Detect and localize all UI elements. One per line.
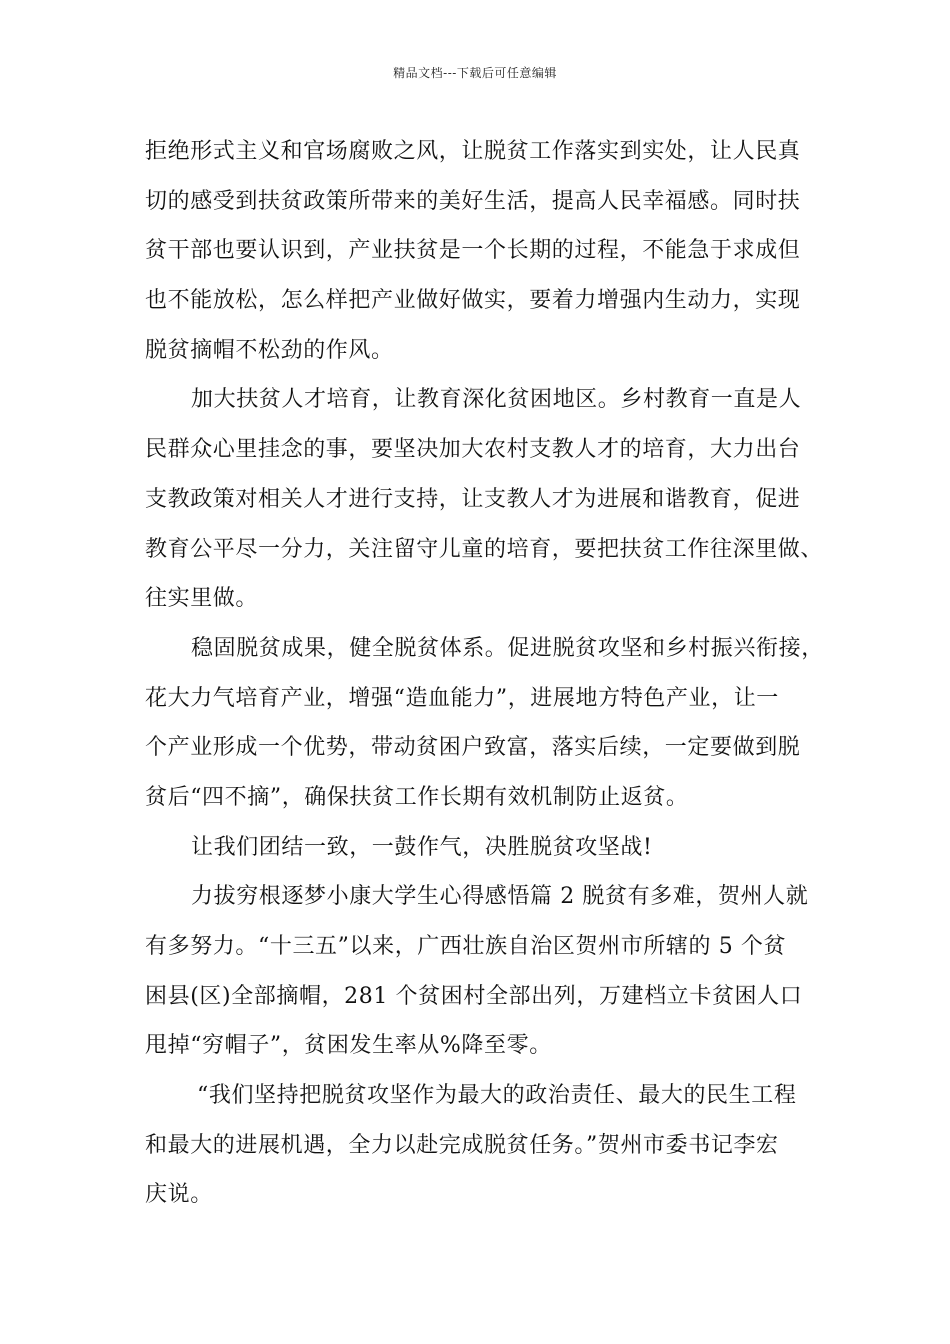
paragraph [145, 375, 824, 623]
text-line: “我们坚持把脱贫攻坚作为最大的政治责任、最大的民生工程 [197, 1083, 797, 1109]
text-line: 有多努力。“十三五”以来，广西壮族自治区贺州市所辖的 5 个贫 [145, 934, 787, 959]
paragraph [145, 624, 824, 823]
paragraph [145, 872, 815, 1071]
text-line: 民群众心里挂念的事，要坚决加大农村支教人才的培育，大力出台 [145, 437, 801, 463]
text-line: 贫后“四不摘”，确保扶贫工作长期有效机制防止返贫。 [145, 784, 689, 810]
text-line: 支教政策对相关人才进行支持，让支教人才为进展和谐教育，促进 [145, 486, 801, 512]
text-line: 加大扶贫人才培育，让教育深化贫困地区。乡村教育一直是人 [191, 387, 802, 413]
text-line: 甩掉“穷帽子”，贫困发生率从%降至零。 [145, 1033, 552, 1059]
text-line: 个产业形成一个优势，带动贫困户致富，落实后续，一定要做到脱 [145, 735, 801, 761]
text-line: 和最大的进展机遇，全力以赴完成脱贫任务。”贺州市委书记李宏 [145, 1132, 779, 1158]
text-line: 花大力气培育产业，增强“造血能力”，进展地方特色产业，让一 [145, 685, 779, 711]
text-line: 脱贫摘帽不松劲的作风。 [145, 337, 394, 363]
paragraph [145, 1071, 815, 1220]
paragraph [145, 823, 815, 873]
text-line: 庆说。 [145, 1182, 213, 1208]
text-line: 力拔穷根逐梦小康大学生心得感悟篇 2 脱贫有多难，贺州人就 [191, 884, 809, 910]
text-line: 困县(区)全部摘帽，281 个贫困村全部出列，万建档立卡贫困人口 [145, 983, 803, 1009]
text-line: 往实里做。 [145, 586, 259, 612]
text-line: 让我们团结一致，一鼓作气，决胜脱贫攻坚战! [191, 834, 653, 860]
text-line: 贫干部也要认识到，产业扶贫是一个长期的过程，不能急于求成但 [145, 238, 801, 264]
page-header: 精品文档---下载后可任意编辑 [393, 66, 557, 80]
text-line: 拒绝形式主义和官场腐败之风，让脱贫工作落实到实处，让人民真 [145, 139, 801, 164]
paragraph [145, 127, 815, 375]
document-body [145, 127, 824, 1220]
text-line: 稳固脱贫成果，健全脱贫体系。促进脱贫攻坚和乡村振兴衔接， [191, 635, 824, 661]
text-line: 切的感受到扶贫政策所带来的美好生活，提高人民幸福感。同时扶 [145, 188, 801, 214]
text-line: 教育公平尽一分力，关注留守儿童的培育，要把扶贫工作往深里做、 [145, 536, 824, 562]
text-line: 也不能放松，怎么样把产业做好做实，要着力增强内生动力，实现 [145, 288, 801, 314]
